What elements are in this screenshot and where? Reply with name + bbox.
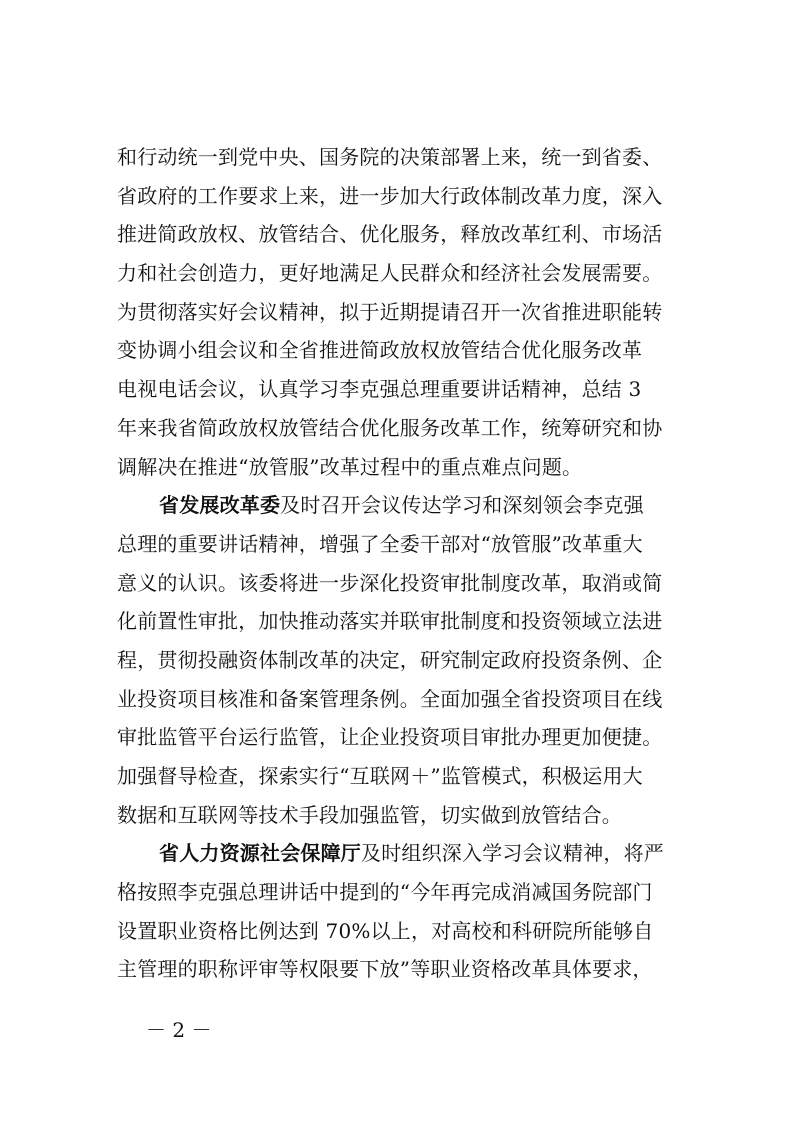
body-text bbox=[117, 138, 679, 989]
text-line: 总理的重要讲话精神，增强了全委干部对“放管服”改革重大 bbox=[117, 531, 643, 556]
text-line: 为贯彻落实好会议精神，拟于近期提请召开一次省推进职能转 bbox=[117, 299, 663, 324]
paragraph-3 bbox=[117, 834, 679, 989]
text-line: 审批监管平台运行监管，让企业投资项目审批办理更加便捷。 bbox=[117, 725, 663, 750]
text-line: 力和社会创造力，更好地满足人民群众和经济社会发展需要。 bbox=[117, 261, 663, 286]
department-name: 省人力资源社会保障厅 bbox=[159, 841, 361, 866]
text-line: 变协调小组会议和全省推进简政放权放管结合优化服务改革 bbox=[117, 338, 643, 363]
text-line: 省政府的工作要求上来，进一步加大行政体制改革力度，深入 bbox=[117, 183, 663, 208]
text-line: 年来我省简政放权放管结合优化服务改革工作，统筹研究和协 bbox=[117, 415, 663, 440]
text-line: 业投资项目核准和备案管理条例。全面加强全省投资项目在线 bbox=[117, 686, 663, 711]
text-line: 和行动统一到党中央、国务院的决策部署上来，统一到省委、 bbox=[117, 145, 663, 169]
text-line: 加强督导检查，探索实行“互联网＋”监管模式，积极运用大 bbox=[117, 764, 643, 788]
text-line: 意义的认识。该委将进一步深化投资审批制度改革，取消或简 bbox=[117, 570, 663, 595]
text-line: 电视电话会议，认真学习李克强总理重要讲话精神，总结 3 bbox=[117, 377, 642, 402]
paragraph-first-line bbox=[117, 834, 679, 873]
paragraph-first-line bbox=[117, 486, 679, 525]
text-line: 格按照李克强总理讲话中提到的“今年再完成消减国务院部门 bbox=[117, 880, 653, 905]
text-line: 化前置性审批，加快推动落实并联审批制度和投资领域立法进 bbox=[117, 609, 663, 634]
page-number: － 2 － bbox=[146, 1018, 212, 1042]
text-line: 主管理的职称评审等权限要下放”等职业资格改革具体要求， bbox=[117, 957, 653, 982]
paragraph-2 bbox=[117, 486, 679, 834]
text-line: 调解决在推进“放管服”改革过程中的重点难点问题。 bbox=[117, 454, 583, 479]
text-run: 及时召开会议传达学习和深刻领会李克强 bbox=[280, 493, 644, 518]
paragraph-1 bbox=[117, 138, 679, 486]
text-line: 数据和互联网等技术手段加强监管，切实做到放管结合。 bbox=[117, 802, 622, 827]
text-line: 设置职业资格比例达到 70%以上，对高校和科研院所能够自 bbox=[117, 918, 654, 943]
department-name: 省发展改革委 bbox=[159, 493, 281, 518]
text-run: 及时组织深入学习会议精神，将严 bbox=[361, 841, 664, 866]
text-line: 程，贯彻投融资体制改革的决定，研究制定政府投资条例、企 bbox=[117, 647, 663, 672]
text-line: 推进简政放权、放管结合、优化服务，释放改革红利、市场活 bbox=[117, 222, 663, 247]
